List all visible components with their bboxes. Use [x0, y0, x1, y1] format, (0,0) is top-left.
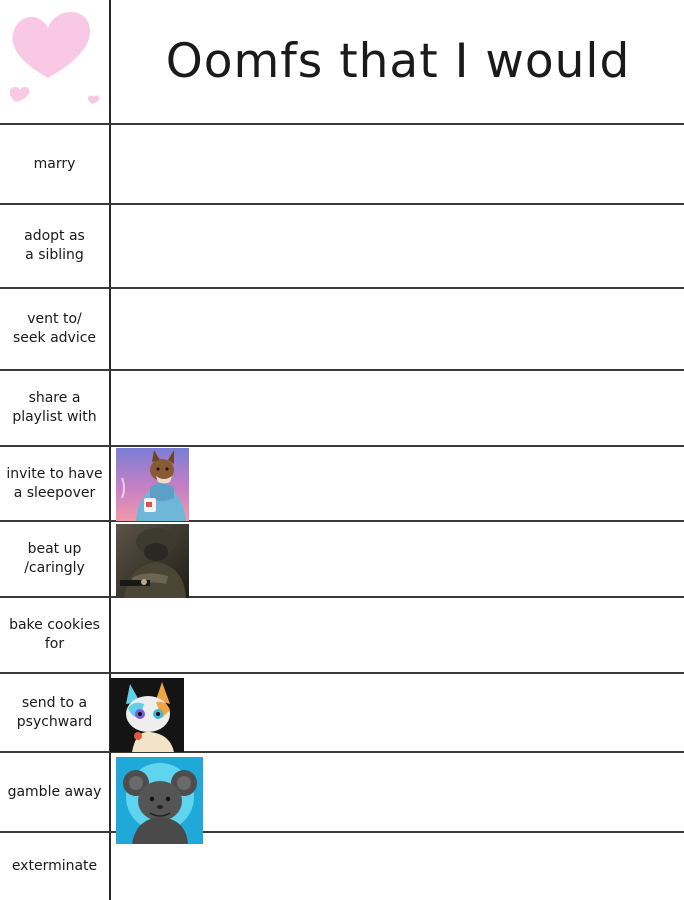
- row-label-psychward: send to a psychward: [16, 694, 93, 730]
- soldier-photo-avatar-icon: [116, 524, 189, 598]
- row-label-exterminate: exterminate: [11, 858, 98, 874]
- row-label-cookies: bake cookies for: [9, 617, 100, 652]
- cyan-fox-avatar-icon: [110, 678, 184, 752]
- row-label-vent: vent to/ seek advice: [12, 311, 97, 346]
- chart-title: Oomfs that I would: [165, 34, 631, 89]
- row-label-beat-up: beat up /caringly: [24, 541, 85, 576]
- column-divider: [109, 0, 111, 900]
- row-label-sleepover: invite to have a sleepover: [6, 465, 103, 501]
- heart-icon: [0, 0, 109, 123]
- row-label-marry: marry: [33, 155, 76, 172]
- row-label-gamble: gamble away: [7, 783, 102, 800]
- row-label-adopt: adopt as a sibling: [24, 228, 85, 263]
- grey-mouse-avatar-icon: [116, 757, 203, 844]
- row-label-playlist: share a playlist with: [12, 390, 97, 425]
- fox-with-mug-avatar-icon: [116, 448, 189, 521]
